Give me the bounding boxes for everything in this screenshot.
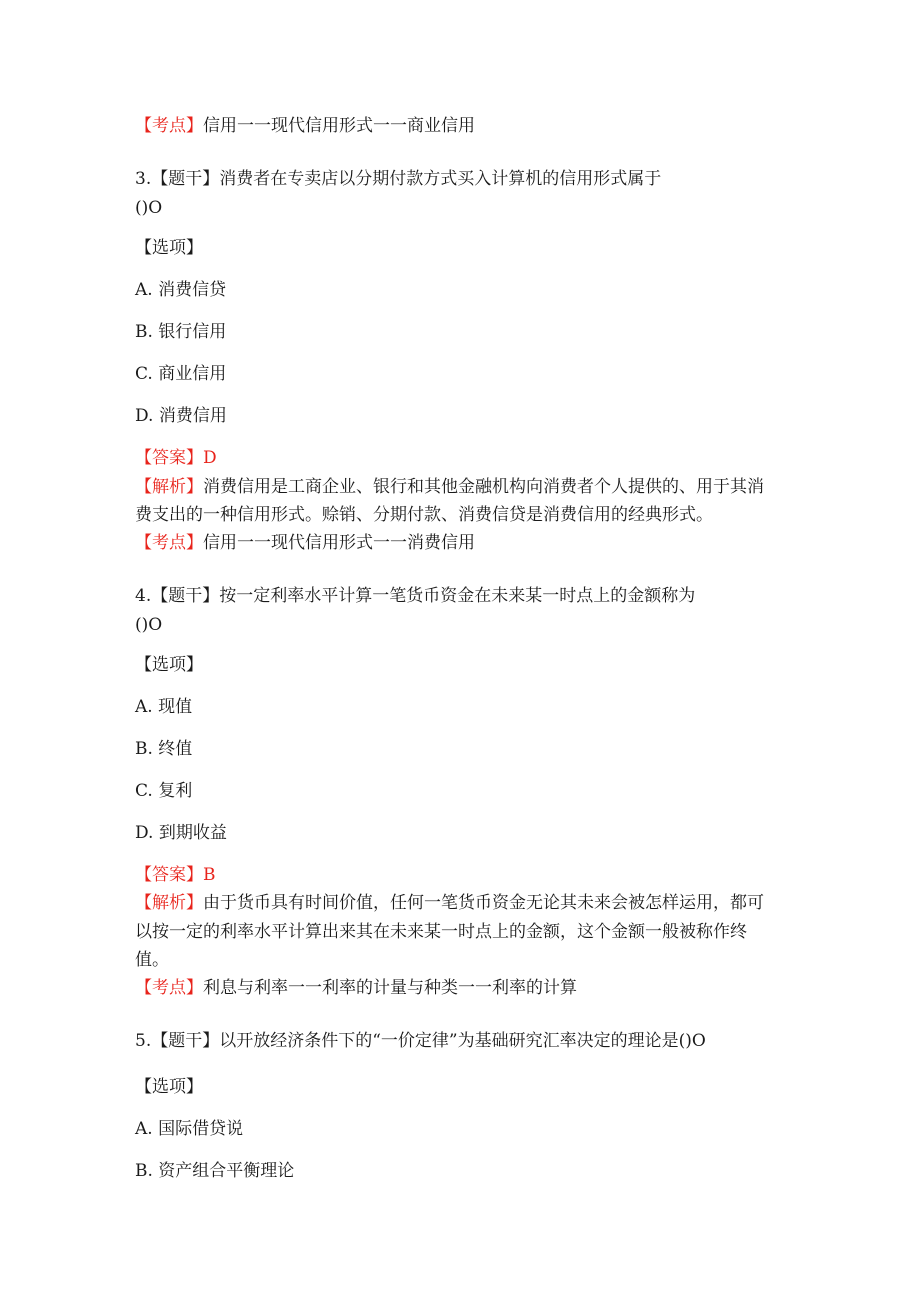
q3-option-d: D. 消费信用: [135, 406, 227, 426]
answer-value: B: [203, 865, 216, 885]
q3-stem-text: 消费者在专卖店以分期付款方式买入计算机的信用形式属于: [219, 169, 662, 189]
q4-stem-prefix: 4.【题干】: [135, 586, 220, 606]
q4-options-header: 【选项】: [135, 655, 203, 675]
q4-option-d: D. 到期收益: [135, 823, 227, 843]
kaodian-text: 信用一一现代信用形式一一商业信用: [203, 116, 475, 136]
q5-options-header: 【选项】: [135, 1077, 203, 1097]
q3-option-a: A. 消费信贷: [135, 280, 227, 300]
q4-option-b: B. 终值: [135, 739, 193, 759]
q3-analysis-line-1: [135, 476, 764, 498]
q4-option-c: C. 复利: [135, 781, 193, 801]
kaodian-tag: 【考点】: [135, 533, 203, 553]
q3-stem-line: [135, 168, 661, 190]
q4-analysis-line-1: [135, 892, 764, 914]
q3-answer-line: [135, 447, 217, 469]
q3-analysis-line-2: 费支出的一种信用形式。赊销、分期付款、消费信贷是消费信用的经典形式。: [135, 505, 713, 525]
kaodian-tag: 【考点】: [135, 978, 203, 998]
q3-kaodian-line: [135, 532, 475, 554]
q3-stem-prefix: 3.【题干】: [135, 169, 220, 189]
q3-options-header: 【选项】: [135, 238, 203, 258]
q5-option-b: B. 资产组合平衡理论: [135, 1161, 295, 1181]
q4-kaodian-line: [135, 977, 577, 999]
q3-option-c: C. 商业信用: [135, 364, 227, 384]
q5-stem-text: 以开放经济条件下的“一价定律”为基础研究汇率决定的理论是()O: [219, 1031, 706, 1051]
q2-kaodian-line: [135, 115, 475, 137]
q4-analysis-line-2: 以按一定的利率水平计算出来其在未来某一时点上的金额，这个金额一般被称作终: [135, 922, 747, 942]
q4-answer-line: [135, 864, 216, 886]
q3-option-b: B. 银行信用: [135, 322, 227, 342]
q4-stem-tail: ()O: [135, 615, 163, 635]
kaodian-tag: 【考点】: [135, 116, 203, 136]
kaodian-text: 信用一一现代信用形式一一消费信用: [203, 533, 475, 553]
answer-tag: 【答案】: [135, 865, 203, 885]
analysis-text: 消费信用是工商企业、银行和其他金融机构向消费者个人提供的、用于其消: [203, 477, 764, 497]
q5-stem-line: [135, 1030, 706, 1052]
q4-option-a: A. 现值: [135, 697, 193, 717]
q4-stem-line: [135, 585, 695, 607]
answer-tag: 【答案】: [135, 448, 203, 468]
q3-stem-tail: ()O: [135, 198, 163, 218]
kaodian-text: 利息与利率一一利率的计量与种类一一利率的计算: [203, 978, 577, 998]
analysis-tag: 【解析】: [135, 893, 203, 913]
q4-analysis-line-3: 值。: [135, 950, 169, 970]
analysis-text: 由于货币具有时间价值，任何一笔货币资金无论其未来会被怎样运用，都可: [203, 893, 764, 913]
q5-stem-prefix: 5.【题干】: [135, 1031, 220, 1051]
q5-option-a: A. 国际借贷说: [135, 1119, 244, 1139]
analysis-tag: 【解析】: [135, 477, 203, 497]
answer-value: D: [203, 448, 217, 468]
q4-stem-text: 按一定利率水平计算一笔货币资金在未来某一时点上的金额称为: [219, 586, 696, 606]
